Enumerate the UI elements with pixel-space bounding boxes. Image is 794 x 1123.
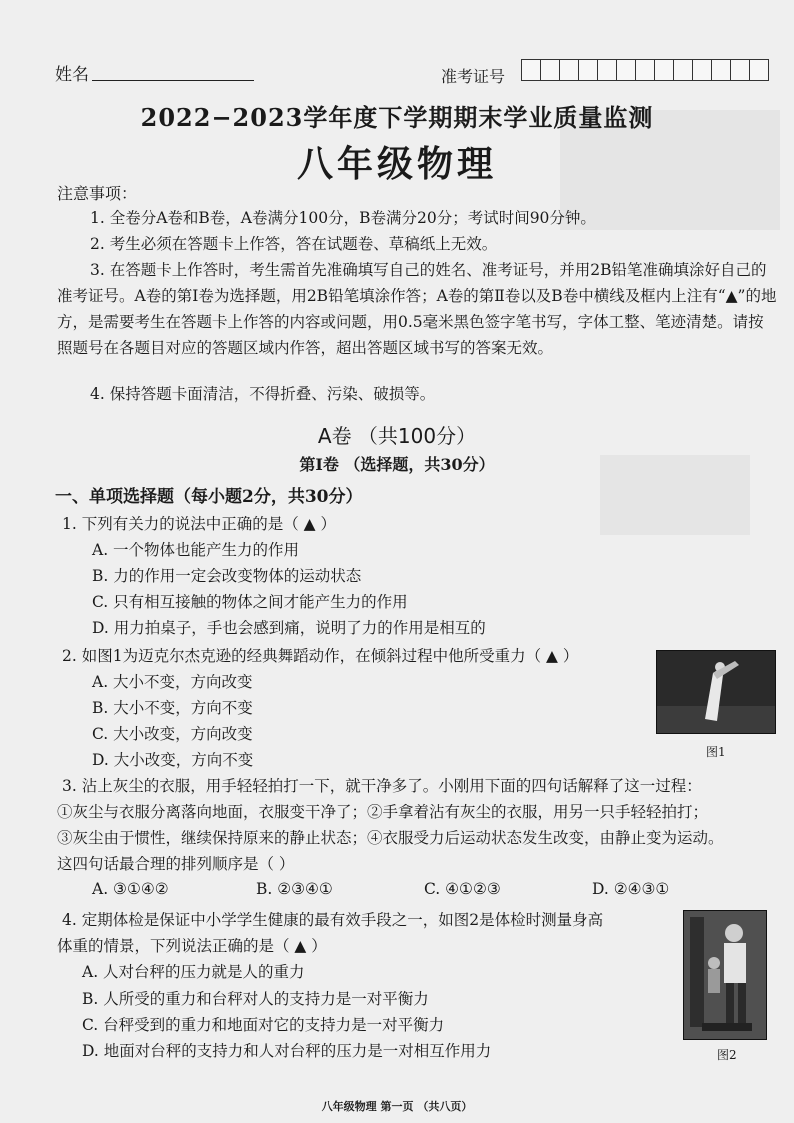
figure-1-dancer-image [656, 650, 776, 734]
figure-2-caption: 图2 [717, 1048, 737, 1062]
exam-title: 2022−2023学年度下学期期末学业质量监测 [140, 103, 654, 132]
question-1-option-a: A. 一个物体也能产生力的作用 [92, 541, 300, 559]
question-1-stem: 1. 下列有关力的说法中正确的是（ ▲ ） [62, 515, 336, 533]
question-3-stem-line: ③灰尘由于惯性，继续保持原来的静止状态；④衣服受力后运动状态发生改变，由静止变为运动。 [57, 829, 724, 847]
figure-2-height-weight-image [683, 910, 767, 1040]
question-1-option-b: B. 力的作用一定会改变物体的运动状态 [92, 567, 362, 585]
question-2-option-a: A. 大小不变，方向改变 [92, 673, 253, 691]
notice-item: 3. 在答题卡上作答时，考生需首先准确填写自己的姓名、准考证号，并用2B铅笔准确填涂好自己的准考证号。A卷的第Ⅰ卷为选择题，用2B铅笔填涂作答；A卷的第Ⅱ卷以及B卷中横线及框内上注有“▲”的地方，是需要考生在答题卡上作答的内容或问题，用0.5毫米黑色签字笔书写，字体工整、笔迹清楚。请按照题号在各题目对应的答题区域内作答，超出答题区域书写的答案无效。 [57, 261, 777, 357]
exam-number-digit-box [749, 59, 769, 81]
question-2-option-b: B. 大小不变，方向不变 [92, 699, 253, 717]
question-2-option-d: D. 大小改变，方向不变 [92, 751, 254, 769]
subject-title: 八年级物理 [296, 143, 497, 185]
question-3-option-a: A. ③①④② [92, 880, 169, 898]
exam-number-digit-box [730, 59, 750, 81]
question-4-option-a: A. 人对台秤的压力就是人的重力 [82, 963, 305, 981]
exam-number-label: 准考证号 [441, 67, 506, 86]
notice-heading: 注意事项： [57, 184, 138, 203]
exam-number-digit-box [673, 59, 693, 81]
exam-number-digit-box [521, 59, 541, 81]
exam-number-digit-box [711, 59, 731, 81]
question-4-option-b: B. 人所受的重力和台秤对人的支持力是一对平衡力 [82, 990, 429, 1008]
part-heading: 一、单项选择题（每小题2分，共30分） [55, 487, 363, 507]
question-4-option-d: D. 地面对台秤的支持力和人对台秤的压力是一对相互作用力 [82, 1042, 492, 1060]
section-i-title: 第Ⅰ卷 （选择题，共30分） [299, 455, 495, 474]
exam-number-digit-box [692, 59, 712, 81]
question-1-option-d: D. 用力拍桌子，手也会感到痛，说明了力的作用是相互的 [92, 619, 486, 637]
name-label: 姓名 [55, 65, 89, 85]
question-3-stem-line: 这四句话最合理的排列顺序是（ ） [57, 855, 295, 873]
question-4-stem-line: 4. 定期体检是保证中小学学生健康的最有效手段之一，如图2是体检时测量身高 [62, 911, 604, 929]
exam-number-digit-box [540, 59, 560, 81]
question-2-option-c: C. 大小改变，方向改变 [92, 725, 253, 743]
question-3-stem-line: ①灰尘与衣服分离落向地面，衣服变干净了；②手拿着沾有灰尘的衣服，用另一只手轻轻拍打； [57, 803, 709, 821]
question-4-stem-line: 体重的情景，下列说法正确的是（ ▲ ） [57, 937, 327, 955]
exam-number-digit-box [559, 59, 579, 81]
name-underline [92, 80, 254, 81]
notice-item: 2. 考生必须在答题卡上作答，答在试题卷、草稿纸上无效。 [90, 235, 498, 253]
question-3-option-c: C. ④①②③ [424, 880, 501, 898]
exam-number-digit-box [597, 59, 617, 81]
question-2-stem: 2. 如图1为迈克尔杰克逊的经典舞蹈动作，在倾斜过程中他所受重力（ ▲ ） [62, 647, 579, 665]
page-footer: 八年级物理 第一页 （共八页） [321, 1100, 473, 1113]
notice-item: 4. 保持答题卡面清洁，不得折叠、污染、破损等。 [90, 385, 436, 403]
question-3-stem-line: 3. 沾上灰尘的衣服，用手轻轻拍打一下，就干净多了。小刚用下面的四句话解释了这一过程： [62, 777, 702, 795]
exam-number-digit-box [654, 59, 674, 81]
exam-number-digit-box [635, 59, 655, 81]
exam-number-digit-box [578, 59, 598, 81]
question-4-option-c: C. 台秤受到的重力和地面对它的支持力是一对平衡力 [82, 1016, 445, 1034]
exam-number-boxes [521, 59, 768, 81]
question-3-option-d: D. ②④③① [592, 880, 670, 898]
section-a-title: A卷 （共100分） [317, 424, 477, 448]
figure-1-caption: 图1 [706, 745, 726, 759]
notice-item: 1. 全卷分A卷和B卷，A卷满分100分，B卷满分20分；考试时间90分钟。 [90, 209, 596, 227]
question-3-option-b: B. ②③④① [256, 880, 333, 898]
question-1-option-c: C. 只有相互接触的物体之间才能产生力的作用 [92, 593, 408, 611]
exam-number-digit-box [616, 59, 636, 81]
